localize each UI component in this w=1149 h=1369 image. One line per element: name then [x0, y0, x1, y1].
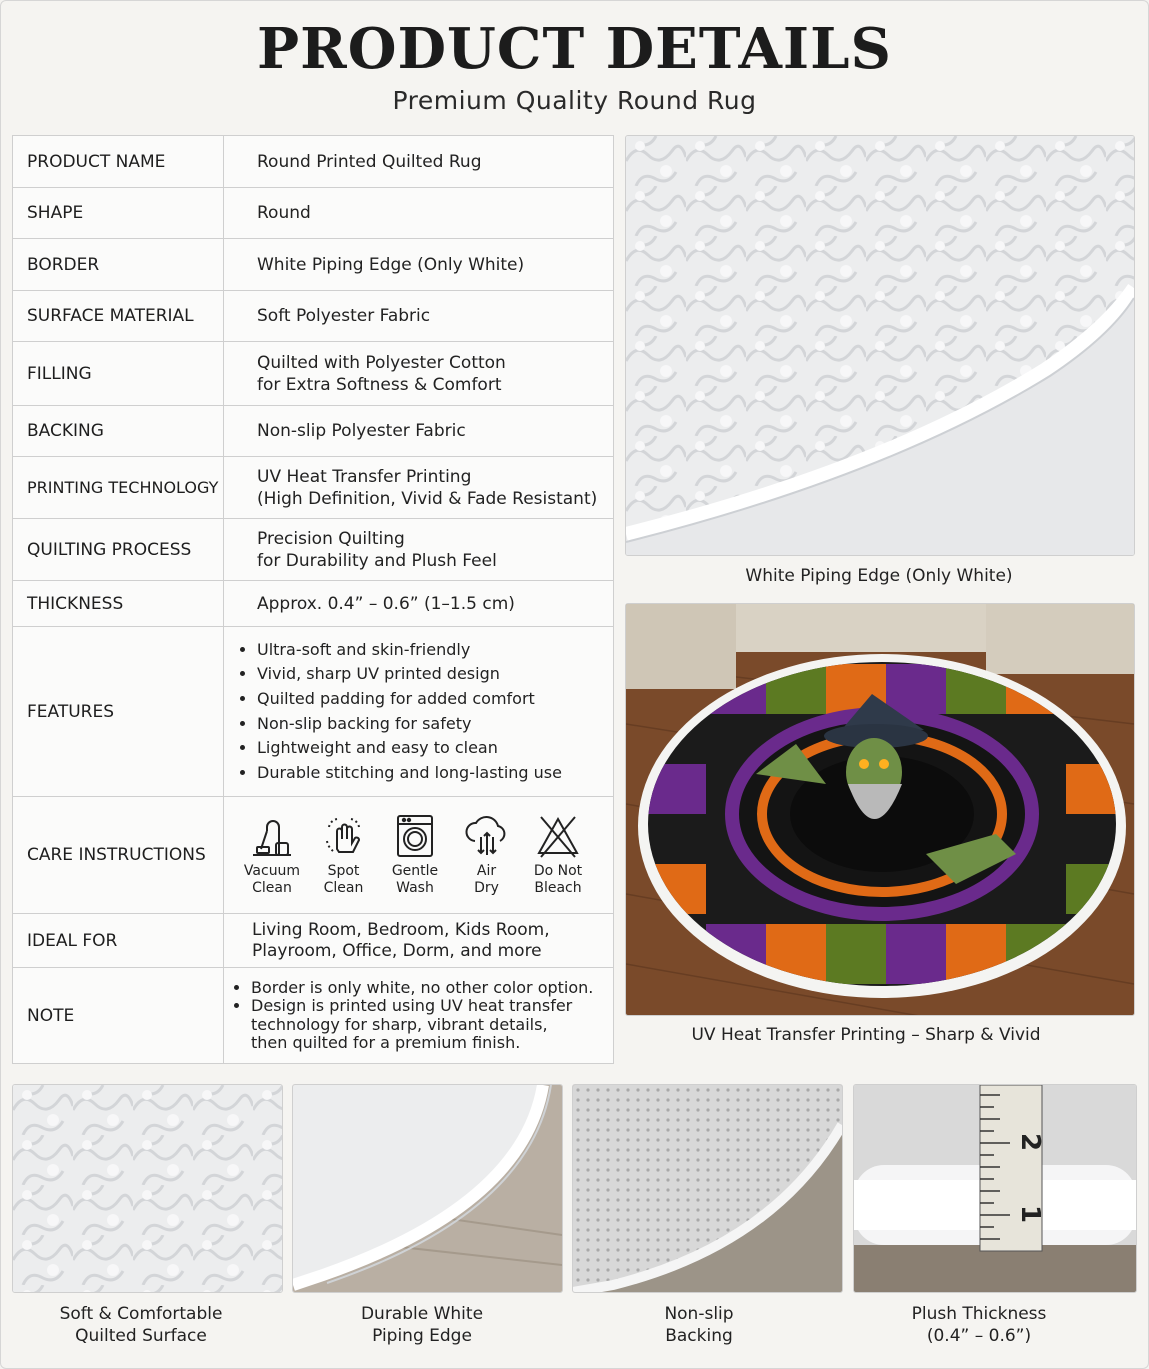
care-label: Dry [474, 880, 499, 896]
spec-value-line: for Extra Softness & Comfort [257, 374, 502, 395]
specs-table [12, 135, 614, 1064]
backing-image [573, 1085, 842, 1292]
note-line: then quilted for a premium finish. [251, 1033, 521, 1052]
page-subtitle: Premium Quality Round Rug [392, 86, 757, 115]
spec-value-line: UV Heat Transfer Printing [257, 466, 472, 487]
spec-label: SURFACE MATERIAL [13, 291, 224, 342]
care-label: Clean [252, 880, 292, 896]
care-item-spot [309, 813, 379, 897]
piping-edge-photo [625, 135, 1135, 556]
care-label: Spot [327, 863, 360, 879]
air-dry-icon [461, 813, 513, 859]
spec-label: FILLING [13, 342, 224, 406]
spec-value-line: Playroom, Office, Dorm, and more [252, 940, 542, 961]
thickness-photo [853, 1084, 1137, 1293]
spec-value: Round Printed Quilted Rug [224, 136, 614, 188]
features-list [239, 638, 613, 786]
backing-photo [572, 1084, 843, 1293]
spec-label: PRODUCT NAME [13, 136, 224, 188]
ruler [980, 1085, 1045, 1251]
spec-value [224, 457, 614, 519]
spec-row-shape [13, 188, 614, 239]
care-label: Wash [396, 880, 434, 896]
vacuum-icon [249, 813, 295, 859]
bottom-caption-backing [572, 1303, 826, 1347]
note-line: • Design is printed using UV heat transfer [251, 996, 573, 1015]
piping-edge-caption: White Piping Edge (Only White) [745, 566, 1013, 586]
printed-rug-caption: UV Heat Transfer Printing – Sharp & Vivid [691, 1025, 1041, 1045]
bottom-caption-piping [292, 1303, 552, 1347]
caption-line: Piping Edge [372, 1326, 472, 1346]
piping-edge-image [626, 136, 1134, 555]
spec-row-surface [13, 291, 614, 342]
spec-label: THICKNESS [13, 581, 224, 627]
care-item-vacuum [237, 813, 307, 897]
spec-label: PRINTING TECHNOLOGY [13, 457, 224, 519]
note-list [238, 979, 613, 1053]
care-label: Vacuum [243, 863, 301, 879]
caption-line: Soft & Comfortable [59, 1304, 223, 1324]
spec-value-line: for Durability and Plush Feel [257, 550, 497, 571]
spec-value-line: Living Room, Bedroom, Kids Room, [252, 919, 550, 940]
washing-machine-icon [392, 813, 438, 859]
spec-label: SHAPE [13, 188, 224, 239]
feature-item: • Ultra-soft and skin-friendly [257, 638, 613, 663]
spec-value-line: (High Definition, Vivid & Fade Resistant) [257, 488, 598, 509]
spec-label: NOTE [13, 968, 224, 1064]
caption-line: Plush Thickness [911, 1304, 1047, 1324]
caption-line: Durable White [360, 1304, 484, 1324]
note-item [251, 997, 613, 1053]
spec-row-printing [13, 457, 614, 519]
spec-value: Soft Polyester Fabric [224, 291, 614, 342]
caption-line: (0.4” – 0.6”) [926, 1326, 1032, 1346]
piping-closeup-photo [292, 1084, 563, 1293]
spec-label: BORDER [13, 239, 224, 291]
piping-closeup-image [293, 1085, 562, 1292]
spec-value: White Piping Edge (Only White) [224, 239, 614, 291]
spec-value-line: Quilted with Polyester Cotton [257, 352, 506, 373]
spec-row-filling [13, 342, 614, 406]
spec-label: BACKING [13, 406, 224, 457]
spec-row-thickness [13, 581, 614, 627]
care-label: Air [476, 863, 497, 879]
spec-row-border [13, 239, 614, 291]
feature-item: • Durable stitching and long-lasting use [257, 761, 613, 786]
spec-label: QUILTING PROCESS [13, 519, 224, 581]
page-title: PRODUCT DETAILS [257, 16, 892, 82]
ruler-mark: 1 [1015, 1205, 1045, 1224]
caption-line: Non-slip [664, 1304, 734, 1324]
no-bleach-icon [535, 813, 581, 859]
spec-row-product-name [13, 136, 614, 188]
care-item-wash [380, 813, 450, 897]
printed-rug-photo [625, 603, 1135, 1016]
spec-label: FEATURES [13, 627, 224, 797]
spec-value-line: Precision Quilting [257, 528, 405, 549]
thickness-image [854, 1085, 1136, 1292]
care-item-dry [452, 813, 522, 897]
ruler-mark: 2 [1015, 1133, 1045, 1152]
spec-row-ideal [13, 914, 614, 968]
spec-value [224, 914, 614, 968]
feature-item: • Non-slip backing for safety [257, 712, 613, 737]
spec-row-backing [13, 406, 614, 457]
feature-item: • Lightweight and easy to clean [257, 736, 613, 761]
care-icons [232, 813, 613, 897]
caption-line: Backing [665, 1326, 733, 1346]
spec-value [224, 627, 614, 797]
care-label: Gentle [391, 863, 439, 879]
spec-value [224, 968, 614, 1064]
bottom-caption-quilted [12, 1303, 270, 1347]
spec-value: Round [224, 188, 614, 239]
quilted-surface-image [13, 1085, 282, 1292]
spec-value [224, 342, 614, 406]
spec-value: Approx. 0.4” – 0.6” (1–1.5 cm) [224, 581, 614, 627]
note-item: • Border is only white, no other color option. [251, 979, 613, 998]
quilted-surface-photo [12, 1084, 283, 1293]
note-line: technology for sharp, vibrant details, [251, 1014, 548, 1034]
spec-value: Non-slip Polyester Fabric [224, 406, 614, 457]
care-item-bleach [523, 813, 593, 897]
bottom-caption-thickness [853, 1303, 1105, 1347]
care-label: Clean [323, 880, 364, 896]
spot-clean-icon [321, 813, 367, 859]
spec-row-note [13, 968, 614, 1064]
care-label: Bleach [534, 880, 582, 896]
care-label: Do Not [533, 863, 583, 879]
care-icons-cell [224, 797, 614, 914]
feature-item: • Quilted padding for added comfort [257, 687, 613, 712]
caption-line: Quilted Surface [75, 1326, 207, 1346]
spec-row-care [13, 797, 614, 914]
spec-label: CARE INSTRUCTIONS [13, 797, 224, 914]
feature-item: • Vivid, sharp UV printed design [257, 662, 613, 687]
spec-value [224, 519, 614, 581]
spec-row-features [13, 627, 614, 797]
spec-row-quilting [13, 519, 614, 581]
spec-label: IDEAL FOR [13, 914, 224, 968]
printed-rug-image [626, 604, 1134, 1015]
